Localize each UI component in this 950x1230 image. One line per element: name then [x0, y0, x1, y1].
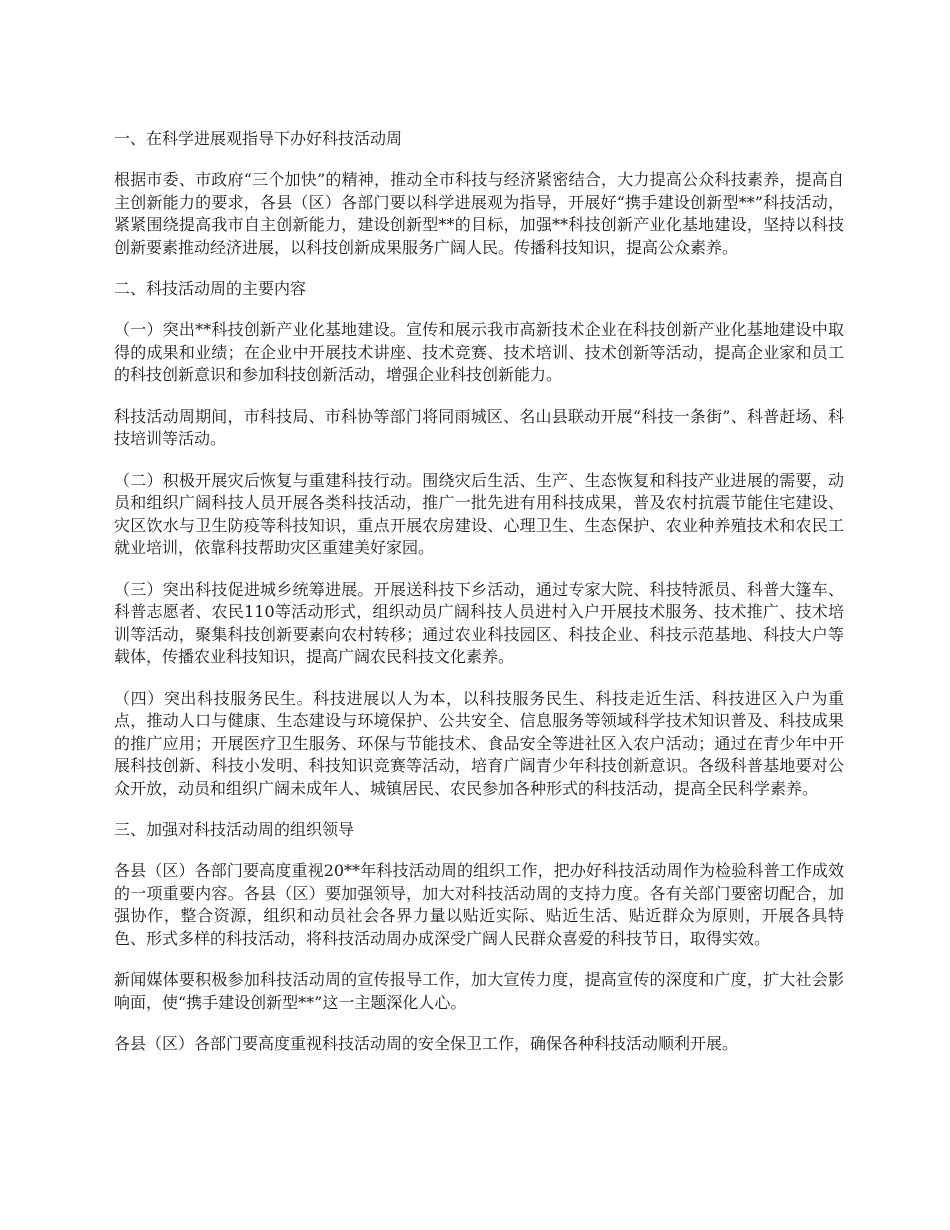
document-page — [114, 128, 844, 1075]
paragraph-activity-period: 科技活动周期间，市科技局、市科协等部门将同雨城区、名山县联动开展“科技一条街”、科普赶场、科技培训等活动。 — [114, 406, 844, 448]
paragraph-leadership: 各县（区）各部门要高度重视20**年科技活动周的组织工作，把办好科技活动周作为检验科普工作成效的一项重要内容。各县（区）要加强领导，加大对科技活动周的支持力度。各有关部门要密切配合，加强协作，整合资源，组织和动员社会各界力量以贴近实际、贴近生活、贴近群众为原则，开展各具特色、形式多样的科技活动，将科技活动周办成深受广阔人民群众喜爱的科技节日，取得实效。 — [114, 861, 844, 948]
section-heading-1: 一、在科学进展观指导下办好科技活动周 — [114, 129, 403, 148]
paragraph-media: 新闻媒体要积极参加科技活动周的宣传报导工作，加大宣传力度，提高宣传的深度和广度，扩大社会影响面，使“携手建设创新型**”这一主题深化人心。 — [114, 970, 844, 1012]
paragraph-item-4: （四）突出科技服务民生。科技进展以人为本，以科技服务民生、科技走近生活、科技进区入户为重点，推动人口与健康、生态建设与环境保护、公共安全、信息服务等领域科学技术知识普及、科技成果的推广应用；开展医疗卫生服务、环保与节能技术、食品安全等进社区入农户活动；通过在青少年中开展科技创新、科技小发明、科技知识竞赛等活动，培育广阔青少年科技创新意识。各级科普基地要对公众开放，动员和组织广阔未成年人、城镇居民、农民参加各种形式的科技活动，提高全民科学素养。 — [114, 688, 844, 798]
paragraph-safety: 各县（区）各部门要高度重视科技活动周的安全保卫工作，确保各种科技活动顺利开展。 — [114, 1034, 739, 1053]
paragraph-item-3: （三）突出科技促进城乡统筹进展。开展送科技下乡活动，通过专家大院、科技特派员、科普大篷车、科普志愿者、农民110等活动形式，组织动员广阔科技人员进村入户开展技术服务、技术推广、技术培训等活动，聚集科技创新要素向农村转移；通过农业科技园区、科技企业、科技示范基地、科技大户等载体，传播农业科技知识，提高广阔农民科技文化素养。 — [114, 579, 844, 666]
paragraph-intro: 根据市委、市政府“三个加快”的精神，推动全市科技与经济紧密结合，大力提高公众科技素养，提高自主创新能力的要求，各县（区）各部门要以科学进展观为指导，开展好“携手建设创新型**”科技活动，紧紧围绕提高我市自主创新能力，建设创新型**的目标，加强**科技创新产业化基地建设，坚持以科技创新要素推动经济进展，以科技创新成果服务广阔人民。传播科技知识，提高公众素养。 — [114, 170, 844, 257]
paragraph-item-2: （二）积极开展灾后恢复与重建科技行动。围绕灾后生活、生产、生态恢复和科技产业进展的需要，动员和组织广阔科技人员开展各类科技活动，推广一批先进有用科技成果，普及农村抗震节能住宅建设、灾区饮水与卫生防疫等科技知识，重点开展农房建设、心理卫生、生态保护、农业种养殖技术和农民工就业培训，依靠科技帮助灾区重建美好家园。 — [114, 470, 844, 557]
section-heading-3: 三、加强对科技活动周的组织领导 — [114, 820, 355, 839]
section-heading-2: 二、科技活动周的主要内容 — [114, 279, 307, 298]
paragraph-item-1: （一）突出**科技创新产业化基地建设。宣传和展示我市高新技术企业在科技创新产业化基地建设中取得的成果和业绩；在企业中开展技术讲座、技术竞赛、技术培训、技术创新等活动，提高企业家和员工的科技创新意识和参加科技创新活动，增强企业科技创新能力。 — [114, 320, 844, 384]
